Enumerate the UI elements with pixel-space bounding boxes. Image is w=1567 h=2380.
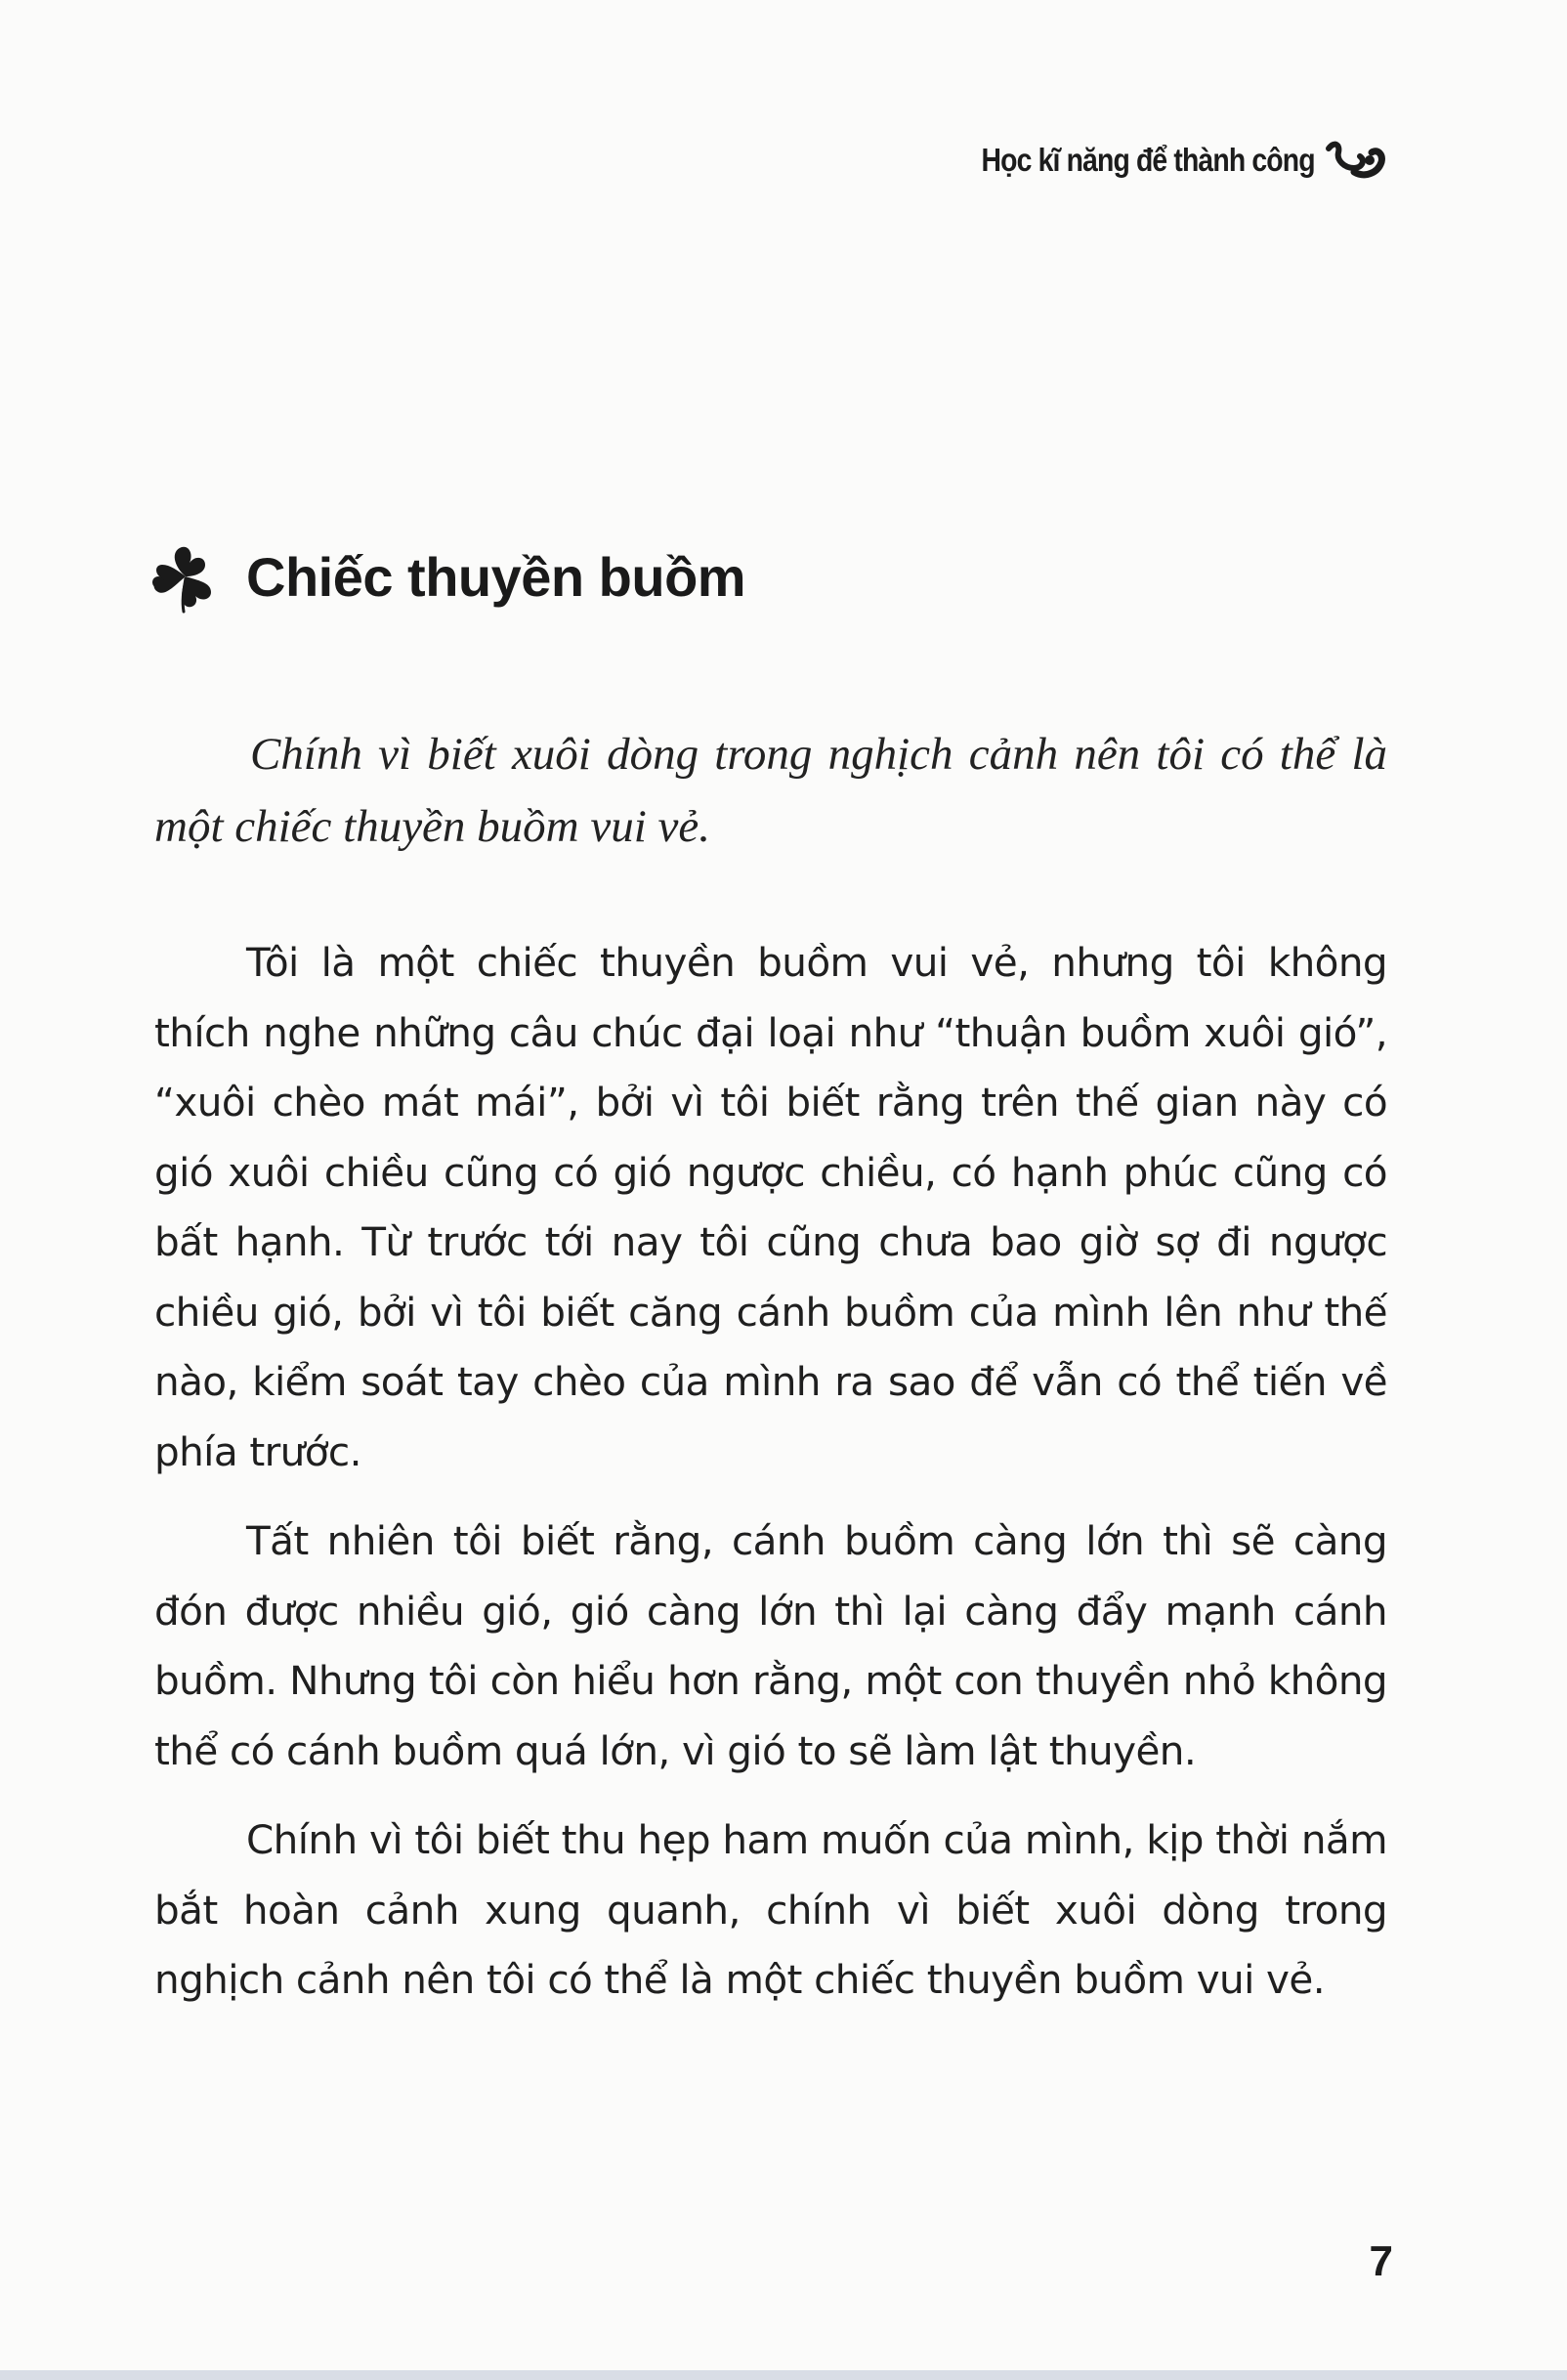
page-number: 7 <box>1369 2237 1393 2285</box>
swirl-ornament-icon <box>1325 139 1387 182</box>
paragraph: Tôi là một chiếc thuyền buồm vui vẻ, nhưng tôi không thích nghe những câu chúc đại loại như “thuận buồm xuôi gió”, “xuôi chèo mát mái”, bởi vì tôi biết rằng trên thế gian này có gió xuôi chiều cũng có gió ngược chiều, có hạnh phúc cũng có bất hạnh. Từ trước tới nay tôi cũng chưa bao giờ sợ đi ngược chiều gió, bởi vì tôi biết căng cánh buồm của mình lên như thế nào, kiểm soát tay chèo của mình ra sao để vẫn có thể tiến về phía trước. <box>154 939 1387 1475</box>
paragraph: Tất nhiên tôi biết rằng, cánh buồm càng lớn thì sẽ càng đón được nhiều gió, gió càng lớn thì lại càng đẩy mạnh cánh buồm. Nhưng tôi còn hiểu hơn rằng, một con thuyền nhỏ không thể có cánh buồm quá lớn, vì gió to sẽ làm lật thuyền. <box>154 1517 1387 1774</box>
chapter-heading <box>147 537 745 616</box>
epigraph: Chính vì biết xuôi dòng trong nghịch cảnh nên tôi có thể là một chiếc thuyền buồm vui vẻ. <box>154 729 1387 852</box>
running-header <box>927 139 1387 182</box>
running-header-title: Học kĩ năng để thành công <box>981 142 1315 178</box>
chapter-title: Chiếc thuyền buồm <box>246 545 746 608</box>
paragraph: Chính vì tôi biết thu hẹp ham muốn của mình, kịp thời nắm bắt hoàn cảnh xung quanh, chính vì biết xuôi dòng trong nghịch cảnh nên tôi có thể là một chiếc thuyền buồm vui vẻ. <box>154 1816 1387 2003</box>
body-text <box>154 928 1387 2035</box>
page-bottom-edge <box>0 2370 1567 2380</box>
clover-icon <box>147 537 225 616</box>
